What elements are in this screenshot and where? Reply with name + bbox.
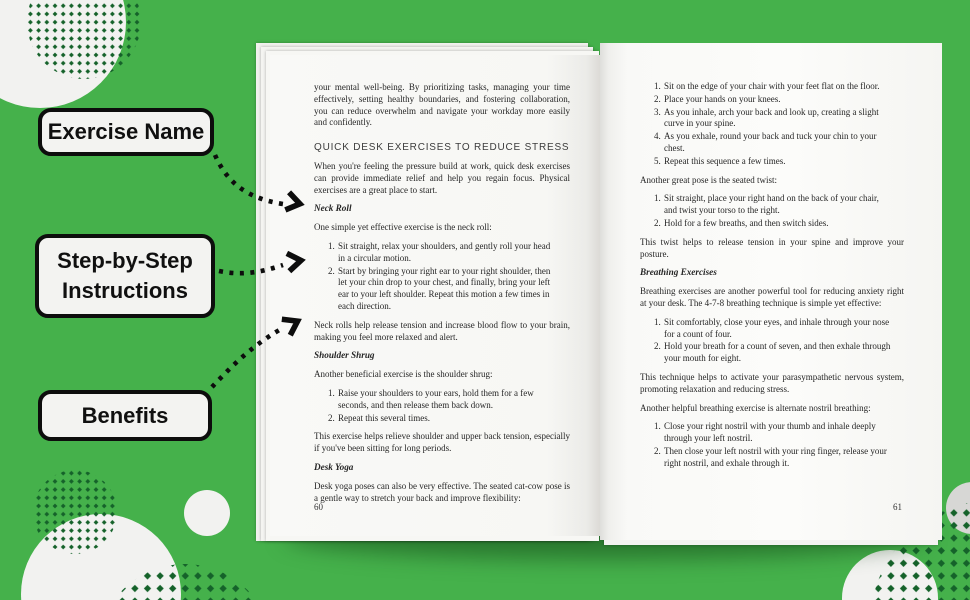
paragraph: your mental well-being. By prioritizing tasks, managing your time effectively, setting healthy boundaries, and fostering collaboration, you can reduce overwhelm and navigate your workday more easily and confidently. xyxy=(314,82,570,128)
list-item: 3. As you inhale, arch your back and look up, creating a slight curve in your spine. xyxy=(663,107,892,131)
step-list xyxy=(640,421,904,469)
list-item: 1. Sit straight, relax your shoulders, and gently roll your head in a circular motion. xyxy=(337,241,558,265)
paragraph: Another helpful breathing exercise is alternate nostril breathing: xyxy=(640,402,871,413)
white-circle-decoration xyxy=(184,490,230,536)
exercise-name-subheading: Neck Roll xyxy=(314,203,352,214)
callout-step-by-step xyxy=(35,234,215,318)
benefits-paragraph: Neck rolls help release tension and increase blood flow to your brain, making you feel more relaxed and alert. xyxy=(314,319,570,342)
callout-label: Exercise Name xyxy=(47,119,205,144)
list-item: 4. As you exhale, round your back and tuck your chin to your chest. xyxy=(663,131,892,155)
exercise-name-subheading: Breathing Exercises xyxy=(640,267,717,278)
paragraph: Breathing exercises are another powerful tool for reducing anxiety right at your desk. The 4-7-8 breathing technique is simple yet effective: xyxy=(640,286,904,308)
benefits-paragraph: This technique helps to activate your parasympathetic nervous system, promoting relaxation and reducing stress. xyxy=(640,371,904,394)
step-list xyxy=(314,241,570,313)
open-book xyxy=(256,43,942,543)
list-item: 2. Start by bringing your right ear to your right shoulder, then let your chin drop to your chest, and finally, bring your left ear to your left shoulder. Repeat this motion a few times in each direction. xyxy=(337,266,558,313)
step-list xyxy=(640,81,904,168)
callout-label: Benefits xyxy=(81,402,169,428)
paragraph: When you're feeling the pressure build at work, quick desk exercises can provide immediate relief and help you regain focus. Physical exercises are a great place to start. xyxy=(314,160,570,195)
list-item: 2. Hold your breath for a count of seven, and then exhale through your mouth for eight. xyxy=(663,341,892,365)
list-item: 1. Sit on the edge of your chair with your feet flat on the floor. xyxy=(663,81,892,93)
diamond-dots-circle xyxy=(33,470,117,554)
callout-label: Step-by-Step Instructions xyxy=(57,248,193,303)
list-item: 2. Repeat this several times. xyxy=(337,413,558,425)
page-number: 61 xyxy=(893,502,902,513)
chapter-heading: QUICK DESK EXERCISES TO REDUCE STRESS xyxy=(314,142,570,154)
list-item: 2. Then close your left nostril with your ring finger, release your right nostril, and exhale through it. xyxy=(663,446,892,470)
callout-exercise-name xyxy=(38,108,214,156)
list-item: 5. Repeat this sequence a few times. xyxy=(663,156,892,168)
book-page-left xyxy=(270,55,600,536)
benefits-paragraph: This exercise helps relieve shoulder and upper back tension, especially if you've been sitting for long periods. xyxy=(314,431,570,454)
benefits-paragraph: This twist helps to release tension in your spine and improve your posture. xyxy=(640,236,904,259)
step-list xyxy=(640,317,904,365)
book-page-right xyxy=(600,43,942,540)
list-item: 1. Sit straight, place your right hand on the back of your chair, and twist your torso to the right. xyxy=(663,193,892,217)
list-item: 2. Place your hands on your knees. xyxy=(663,94,892,106)
step-list xyxy=(640,193,904,229)
exercise-name-subheading: Shoulder Shrug xyxy=(314,350,375,361)
paragraph: Another great pose is the seated twist: xyxy=(640,174,777,185)
list-item: 2. Hold for a few breaths, and then switch sides. xyxy=(663,218,892,230)
list-item: 1. Close your right nostril with your thumb and inhale deeply through your left nostril. xyxy=(663,421,892,445)
paragraph: One simple yet effective exercise is the neck roll: xyxy=(314,222,492,233)
step-list xyxy=(314,388,570,424)
list-item: 1. Sit comfortably, close your eyes, and inhale through your nose for a count of four. xyxy=(663,317,892,341)
list-item: 1. Raise your shoulders to your ears, hold them for a few seconds, and then release them back down. xyxy=(337,388,558,412)
exercise-name-subheading: Desk Yoga xyxy=(314,461,354,472)
paragraph: Another beneficial exercise is the shoulder shrug: xyxy=(314,369,493,380)
page-number: 60 xyxy=(314,502,323,513)
paragraph: Desk yoga poses can also be very effective. The seated cat-cow pose is a gentle way to stretch your back and improve flexibility: xyxy=(314,480,570,503)
callout-benefits xyxy=(38,390,212,441)
